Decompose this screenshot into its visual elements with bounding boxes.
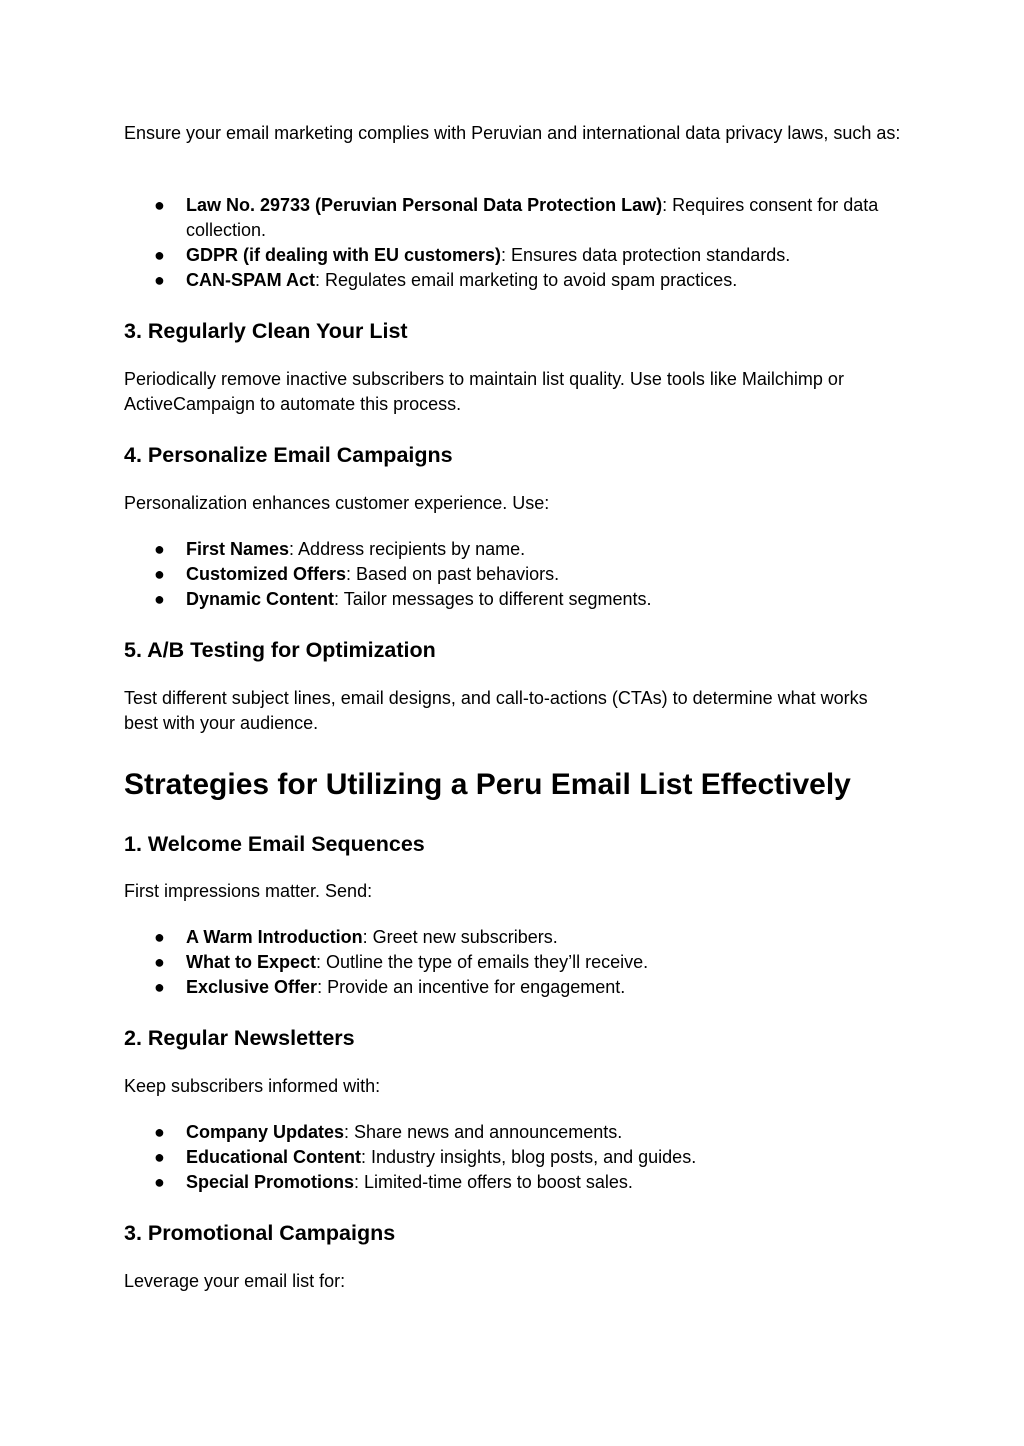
list-item-desc: : Share news and announcements.	[344, 1122, 623, 1142]
bullet-icon: ●	[154, 245, 165, 265]
list-item-desc: : Ensures data protection standards.	[501, 245, 791, 265]
promotional-paragraph: Leverage your email list for:	[124, 1271, 346, 1291]
heading-clean-list: 3. Regularly Clean Your List	[124, 319, 408, 343]
list-item	[124, 562, 884, 587]
list-item-term: GDPR (if dealing with EU customers)	[186, 245, 502, 265]
list-item-term: Special Promotions	[186, 1172, 355, 1192]
list-item	[124, 1170, 884, 1195]
list-item-desc: : Limited-time offers to boost sales.	[354, 1172, 633, 1192]
privacy-intro-paragraph: Ensure your email marketing complies with Peruvian and international data privacy laws, such as:	[124, 123, 901, 143]
list-item	[124, 975, 884, 1000]
bullet-icon: ●	[154, 589, 165, 609]
list-item-term: What to Expect	[186, 952, 317, 972]
list-item	[124, 587, 884, 612]
newsletters-list	[124, 1120, 884, 1195]
list-item	[124, 1120, 884, 1145]
list-item-desc: : Provide an incentive for engagement.	[317, 977, 626, 997]
personalize-paragraph: Personalization enhances customer experience. Use:	[124, 493, 550, 513]
bullet-icon: ●	[154, 977, 165, 997]
bullet-icon: ●	[154, 270, 165, 290]
ab-testing-paragraph: Test different subject lines, email designs, and call-to-actions (CTAs) to determine what works best with your audience.	[124, 688, 868, 733]
list-item	[124, 193, 884, 243]
list-item-term: Customized Offers	[186, 564, 347, 584]
newsletters-paragraph: Keep subscribers informed with:	[124, 1076, 381, 1096]
privacy-laws-list	[124, 193, 884, 293]
list-item-desc: : Based on past behaviors.	[346, 564, 560, 584]
heading-strategies: Strategies for Utilizing a Peru Email List Effectively	[124, 768, 851, 801]
list-item	[124, 925, 884, 950]
bullet-icon: ●	[154, 1122, 165, 1142]
welcome-list	[124, 925, 884, 1000]
list-item	[124, 950, 884, 975]
list-item-term: Law No. 29733 (Peruvian Personal Data Protection Law)	[186, 195, 663, 215]
list-item	[124, 1145, 884, 1170]
bullet-icon: ●	[154, 927, 165, 947]
list-item-term: A Warm Introduction	[186, 927, 363, 947]
list-item-term: Dynamic Content	[186, 589, 335, 609]
list-item-desc: : Tailor messages to different segments.	[334, 589, 652, 609]
bullet-icon: ●	[154, 195, 165, 215]
bullet-icon: ●	[154, 539, 165, 559]
list-item-term: Exclusive Offer	[186, 977, 318, 997]
list-item-term: Educational Content	[186, 1147, 361, 1167]
list-item	[124, 268, 884, 293]
list-item	[124, 243, 884, 268]
heading-personalize: 4. Personalize Email Campaigns	[124, 443, 453, 467]
heading-ab-testing: 5. A/B Testing for Optimization	[124, 638, 436, 662]
list-item-desc: : Requires consent for data collection.	[186, 195, 879, 240]
list-item-term: CAN-SPAM Act	[186, 270, 315, 290]
heading-promotional-campaigns: 3. Promotional Campaigns	[124, 1221, 396, 1245]
clean-list-paragraph: Periodically remove inactive subscribers to maintain list quality. Use tools like Mailchimp or ActiveCampaign to automate this process.	[124, 369, 844, 414]
list-item-desc: : Regulates email marketing to avoid spam practices.	[315, 270, 738, 290]
welcome-paragraph: First impressions matter. Send:	[124, 881, 373, 901]
bullet-icon: ●	[154, 1147, 165, 1167]
list-item-desc: : Address recipients by name.	[289, 539, 526, 559]
list-item	[124, 537, 884, 562]
list-item-term: Company Updates	[186, 1122, 345, 1142]
list-item-desc: : Greet new subscribers.	[362, 927, 558, 947]
bullet-icon: ●	[154, 952, 165, 972]
list-item-desc: : Industry insights, blog posts, and guides.	[361, 1147, 697, 1167]
heading-welcome-sequences: 1. Welcome Email Sequences	[124, 832, 425, 856]
heading-newsletters: 2. Regular Newsletters	[124, 1026, 355, 1050]
bullet-icon: ●	[154, 1172, 165, 1192]
personalize-list	[124, 537, 884, 612]
list-item-term: First Names	[186, 539, 290, 559]
list-item-desc: : Outline the type of emails they’ll receive.	[316, 952, 649, 972]
bullet-icon: ●	[154, 564, 165, 584]
